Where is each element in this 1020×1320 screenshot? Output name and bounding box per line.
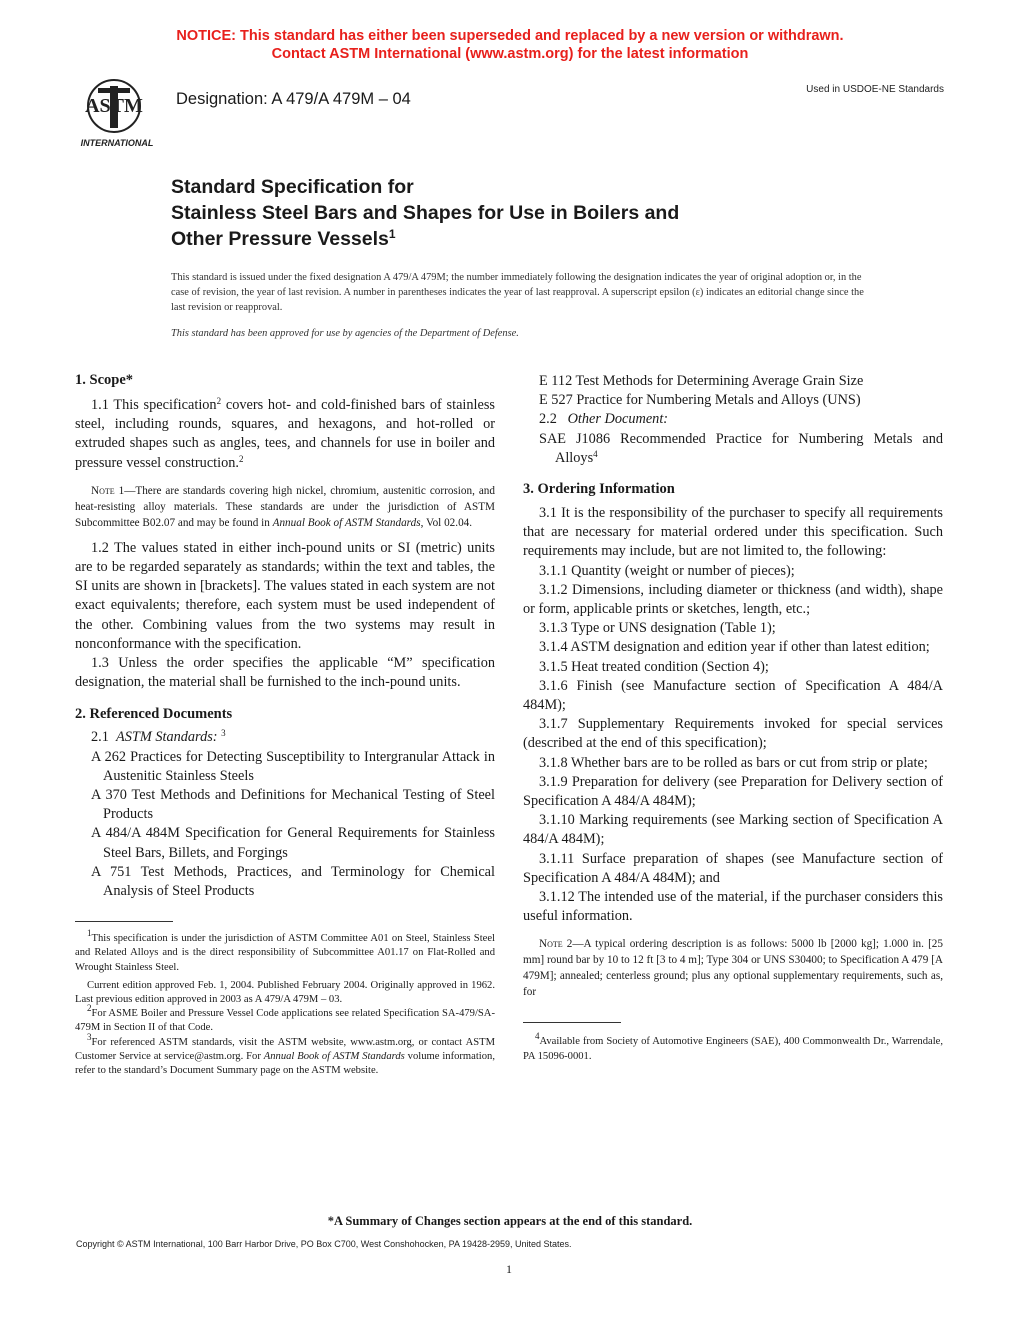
footnote-rule-left [75, 921, 173, 922]
title-line-3: Other Pressure Vessels$^1$ [171, 227, 396, 250]
supersede-notice [0, 27, 1020, 63]
ordering-3-1-1: 3.1.1 Quantity (weight or number of pieces); [539, 562, 795, 579]
footnote-1b: Current edition approved Feb. 1, 2004. Published February 2004. Originally approved in 1962. Last previous edition approved in 2003 as A 479/A 479M – 03. [75, 979, 495, 1006]
left-column [75, 371, 495, 1078]
notice-line-2: Contact ASTM International (www.astm.org) for the latest information [271, 46, 749, 62]
ordering-3-1: 3.1 It is the responsibility of the purchaser to specify all requirements that are necessary for material ordered under this specification. Such requirements may include, but are not limited to, the following: [523, 505, 943, 560]
right-column [523, 372, 943, 1064]
title-line-1: Standard Specification for [171, 176, 414, 198]
ordering-3-1-10: 3.1.10 Marking requirements (see Marking section of Specification A 484/A 484M); [523, 812, 943, 848]
note-1: Note 1—There are standards covering high nickel, chromium, austenitic corrosion, and heat-resisting alloy materials. These standards are under the jurisdiction of ASTM Subcommittee B02.07 and may be found in Annual Book of ASTM Standards, Vol 02.04. [75, 484, 495, 529]
footnote-4: $^4$Available from Society of Automotive Engineers (SAE), 400 Commonwealth Dr., Warrendale, PA 15096-0001. [523, 1031, 943, 1062]
summary-of-changes-note: *A Summary of Changes section appears at the end of this standard. [327, 1214, 693, 1228]
logo-text: ASTM [85, 95, 143, 117]
page-number: 1 [506, 1262, 512, 1276]
footnotes-left [75, 928, 495, 1078]
title-line-2: Stainless Steel Bars and Shapes for Use in Boilers and [171, 202, 680, 224]
ordering-3-1-8: 3.1.8 Whether bars are to be rolled as bars or cut from strip or plate; [539, 754, 928, 771]
ordering-3-1-11: 3.1.11 Surface preparation of shapes (see Manufacture section of Specification A 484/A 484M); and [523, 850, 943, 886]
intro-paragraph: This standard is issued under the fixed designation A 479/A 479M; the number immediately following the designation indicates the year of original adoption or, in the case of revision, the year of last revision. A number in parentheses indicates the year of last reapproval. A superscript epsilon (ε) indicates an editorial change since the last revision or reapproval. [171, 272, 864, 313]
scope-heading: 1. Scope* [75, 372, 133, 388]
logo-subtext: INTERNATIONAL [80, 138, 154, 148]
scope-1-3: 1.3 Unless the order specifies the applicable “M” specification designation, the material shall be furnished to the inch-pound units. [75, 655, 495, 691]
used-in-label: Used in USDOE-NE Standards [806, 84, 944, 95]
ordering-3-1-12: 3.1.12 The intended use of the material, if the purchaser considers this useful information. [523, 889, 943, 925]
document-title [171, 174, 871, 252]
designation: Designation: A 479/A 479M – 04 [176, 90, 411, 108]
ref-e112: E 112 Test Methods for Determining Average Grain Size [539, 373, 864, 389]
referenced-heading: 2. Referenced Documents [75, 706, 233, 723]
notice-line-1: NOTICE: This standard has either been superseded and replaced by a new version or withdrawn. [176, 28, 844, 44]
ordering-3-1-4: 3.1.4 ASTM designation and edition year if other than latest edition; [539, 639, 930, 656]
ref-e527: E 527 Practice for Numbering Metals and Alloys (UNS) [539, 392, 861, 409]
copyright: Copyright © ASTM International, 100 Barr Harbor Drive, PO Box C700, West Conshohocken, PA 19428-2959, United States. [76, 1239, 572, 1249]
scope-1-2: 1.2 The values stated in either inch-pound units or SI (metric) units are to be regarded separately as standards; within the text and tables, the SI units are shown in [brackets]. The values stated in each system are not exact equivalents; therefore, each system must be used independent of the other. Combining values from the two systems may result in nonconformance with the specification. [75, 539, 495, 652]
ordering-3-1-3: 3.1.3 Type or UNS designation (Table 1); [539, 620, 776, 637]
ref-a484: A 484/A 484M Specification for General Requirements for Stainless Steel Bars, Billets, and Forgings [91, 825, 495, 861]
dod-approval: This standard has been approved for use by agencies of the Department of Defense. [171, 328, 519, 339]
ordering-3-1-2: 3.1.2 Dimensions, including diameter or thickness (and width), shape or form, applicable prints or sketches, length, etc.; [523, 581, 943, 618]
footnote-rule-right [523, 1022, 621, 1023]
astm-logo-icon [72, 76, 162, 150]
ordering-3-1-7: 3.1.7 Supplementary Requirements invoked for special services (described at the end of this specification); [523, 716, 943, 752]
footnotes-right [523, 1031, 943, 1063]
ordering-heading: 3. Ordering Information [523, 481, 675, 498]
intro-block [171, 270, 877, 341]
astm-standards-label: 2.1 ASTM Standards: $^3$ [91, 728, 226, 746]
other-document-label: 2.2 Other Document: [539, 411, 669, 428]
scope-1-1: 1.1 This specification$^2$ covers hot- and cold-finished bars of stainless steel, including rounds, squares, and hexagons, and hot-rolled or extruded shapes such as angles, tees, and channels for use in boiler and pressure vessel construction.$^2$ [75, 396, 495, 471]
ref-a370: A 370 Test Methods and Definitions for Mechanical Testing of Steel Products [91, 787, 495, 823]
footnote-3: $^3$For referenced ASTM standards, visit the ASTM website, www.astm.org, or contact ASTM Customer Service at service@astm.org. For Annual Book of ASTM Standards volume information, refer to the standard’s Document Summary page on the ASTM website. [75, 1031, 495, 1077]
footnote-2: $^2$For ASME Boiler and Pressure Vessel Code applications see related Specification SA-479/SA-479M in Section II of that Code. [75, 1003, 495, 1034]
ordering-3-1-6: 3.1.6 Finish (see Manufacture section of Specification A 484/A 484M); [523, 677, 943, 714]
ref-a751: A 751 Test Methods, Practices, and Terminology for Chemical Analysis of Steel Products [91, 863, 495, 900]
ordering-3-1-5: 3.1.5 Heat treated condition (Section 4); [539, 658, 769, 675]
ref-sae-j1086: SAE J1086 Recommended Practice for Numbering Metals and Alloys$^4$ [539, 430, 943, 466]
title-footnote-ref: 1 [388, 227, 396, 241]
footnote-1: $^1$This specification is under the jurisdiction of ASTM Committee A01 on Steel, Stainless Steel and Related Alloys and is the direct responsibility of Subcommittee A01.17 on Flat-Rolled and Wrought Stainless Steel. [75, 928, 495, 973]
ordering-3-1-9: 3.1.9 Preparation for delivery (see Preparation for Delivery section of Specification A 484/A 484M); [523, 773, 943, 810]
ref-a262: A 262 Practices for Detecting Susceptibility to Intergranular Attack in Austenitic Stainless Steels [91, 748, 495, 784]
note-2: Note 2—A typical ordering description is as follows: 5000 lb [2000 kg]; 1.000 in. [25 mm] round bar by 10 to 12 ft [3 to 4 m]; Type 304 or UNS S30400; to Specification A 479 [A 479M]; annealed; centerless ground; plus any optional supplementary requirements, such as, for [523, 938, 943, 999]
